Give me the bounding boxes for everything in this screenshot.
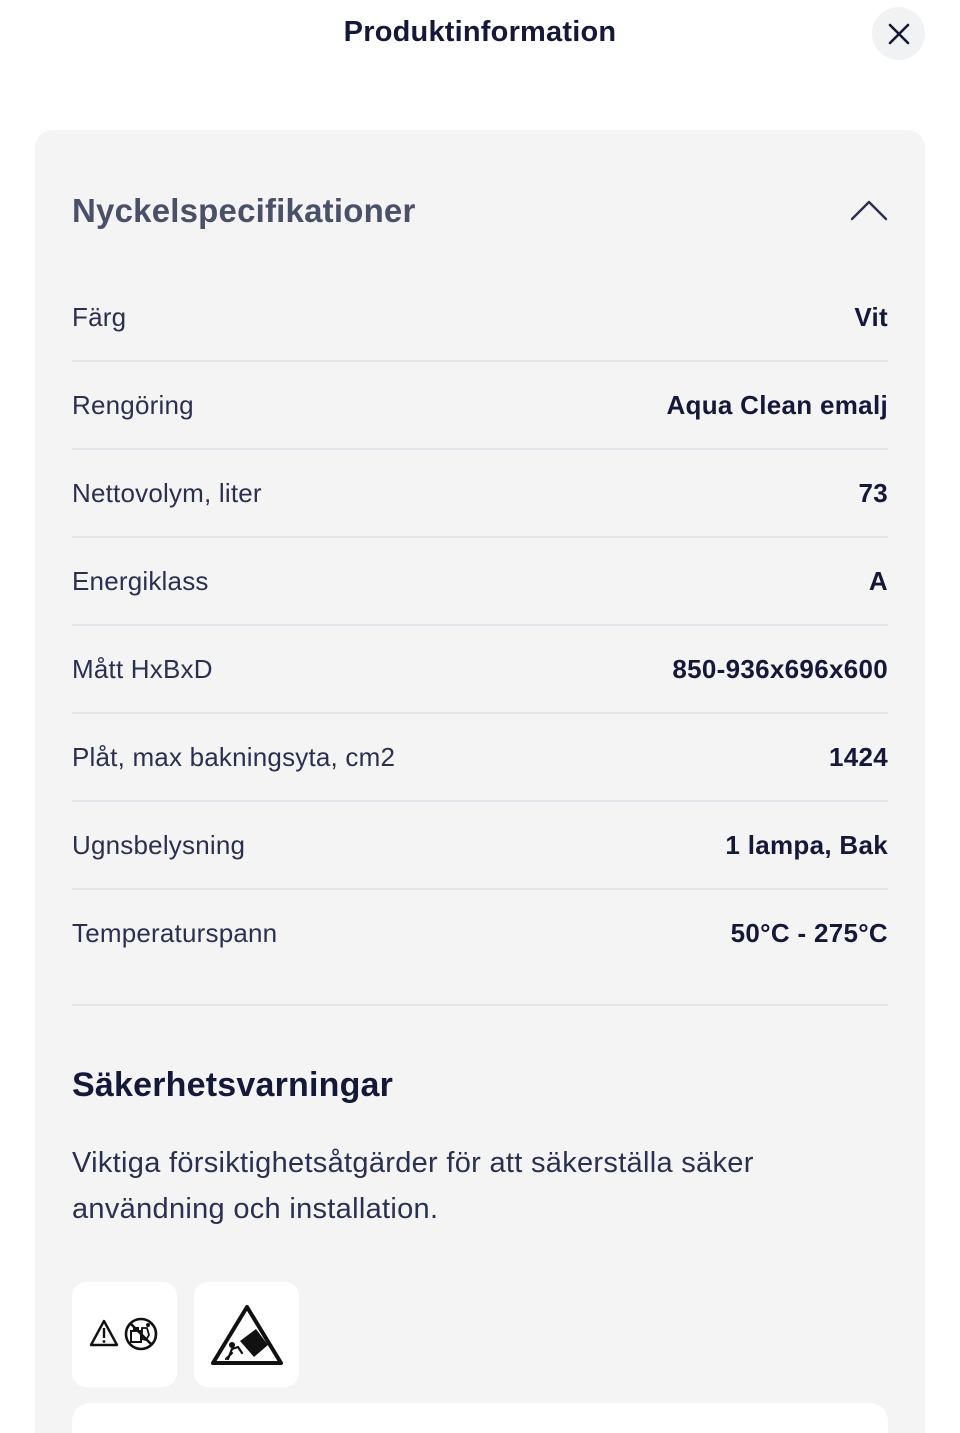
safety-details-card: [72, 1403, 888, 1433]
spec-label: Nettovolym, liter: [72, 477, 262, 508]
spec-value: 1 lampa, Bak: [725, 829, 888, 860]
spec-value: 1424: [828, 741, 888, 772]
spec-label: Rengöring: [72, 389, 194, 420]
spec-row-color: [72, 274, 888, 362]
tip-over-hazard-icon: [210, 1303, 284, 1367]
spec-value: Vit: [854, 301, 888, 332]
spec-row-baking-area: [72, 714, 888, 802]
header: [0, 0, 960, 72]
spec-value: 50°C - 275°C: [730, 917, 888, 948]
section-divider: [72, 1004, 888, 1006]
warning-do-not-stand-on-door-icon: [89, 1315, 161, 1355]
page-title: Produktinformation: [343, 16, 617, 48]
spec-value: Aqua Clean emalj: [666, 389, 888, 420]
spec-value: 850-936x696x600: [672, 653, 888, 684]
spec-label: Plåt, max bakningsyta, cm2: [72, 741, 396, 772]
spec-row-net-volume: [72, 450, 888, 538]
spec-list: [72, 274, 888, 976]
key-specs-toggle[interactable]: [72, 188, 888, 242]
spec-label: Färg: [72, 301, 127, 332]
spec-label: Energiklass: [72, 565, 209, 596]
spec-value: 73: [858, 477, 888, 508]
key-specs-title: Nyckelspecifikationer: [72, 192, 416, 229]
spec-row-cleaning: [72, 362, 888, 450]
chevron-up-icon: [850, 198, 888, 222]
safety-icon-tile[interactable]: [72, 1282, 177, 1387]
close-button[interactable]: [872, 7, 925, 60]
close-icon: [888, 23, 910, 45]
safety-icon-tile[interactable]: [194, 1282, 299, 1387]
spec-row-oven-light: [72, 802, 888, 890]
safety-title: Säkerhetsvarningar: [72, 1066, 394, 1104]
spec-row-dimensions: [72, 626, 888, 714]
spec-label: Ugnsbelysning: [72, 829, 246, 860]
safety-description: Viktiga försiktighetsåtgärder för att säkerställa säker användning och installation.: [72, 1147, 754, 1225]
spec-row-temperature-range: [72, 890, 888, 976]
spec-label: Mått HxBxD: [72, 653, 213, 684]
spec-label: Temperaturspann: [72, 917, 278, 948]
product-info-card: [35, 130, 925, 1433]
spec-row-energy-class: [72, 538, 888, 626]
spec-value: A: [868, 565, 888, 596]
